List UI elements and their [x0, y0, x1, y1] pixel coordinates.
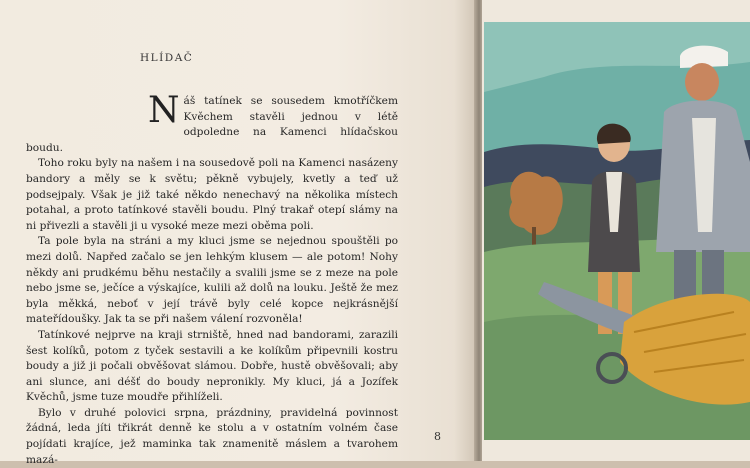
chapter-title: HLÍDAČ: [140, 52, 194, 64]
page-number: 8: [434, 430, 441, 443]
paragraph: Ta pole byla na stráni a my kluci jsme se nejednou spouštěli po mezi dolů. Napřed začalo se jen lehkým klusem — ale potom! Nohy někdy ani prudkému běhu nestačily a svalili jsme se z meze na pole nebo jsme se, ječíce a výskajíce, kulili až dolů na louku. Ještě že mez byla měkká, neboť v její trávě byly celé kopce nejkrásnější mateřídoušky. Jak ta se při našem válení rozvoněla!: [26, 235, 398, 326]
paragraph: Tatínkové nejprve na kraji strniště, hned nad bandorami, zarazili šest kolíků, potom z tyček sestavili a ke kolíkům připevnili kostru boudy a již ji počali obvěšovat slámou. Dobře, hustě obvěšovali; aby ani slunce, ani déšť do boudy nepronikly. My kluci, já a Jozífek Kvěchů, jsme tuze moudře přihlíželi.: [26, 328, 398, 404]
paragraph: Bylo v druhé polovici srpna, prázdniny, pravidelná povinnost žádná, leda jíti třikrát denně ke stolu a v ostatním volném čase pojídati krajíce, jež maminka tak znamenitě máslem a tvarohem mazá-: [26, 406, 398, 466]
man-face: [685, 63, 719, 101]
illustration: [484, 22, 750, 440]
paragraph-text: áš tatínek se sousedem kmotříčkem Kvěchem stavěli jednou v létě odpoledne na Kamenci hlídačskou boudu.: [26, 95, 398, 154]
paragraph: Toho roku byly na našem i na sousedově poli na Kamenci nasázeny bandory a měly se k světu; pěkně vybujely, kvetly a teď už podsejpaly. Však je již také někdo nenechavý na několika místech potahal, a proto tatínkové stavěli boudu. Plný trakař otepí slámy na ni přivezli a stavěli ji u vysoké meze mezi oběma poli.: [26, 157, 398, 232]
tree-left: [509, 172, 562, 235]
body-text: [26, 90, 398, 468]
paragraph: [26, 90, 398, 156]
drop-cap: N: [148, 90, 180, 131]
